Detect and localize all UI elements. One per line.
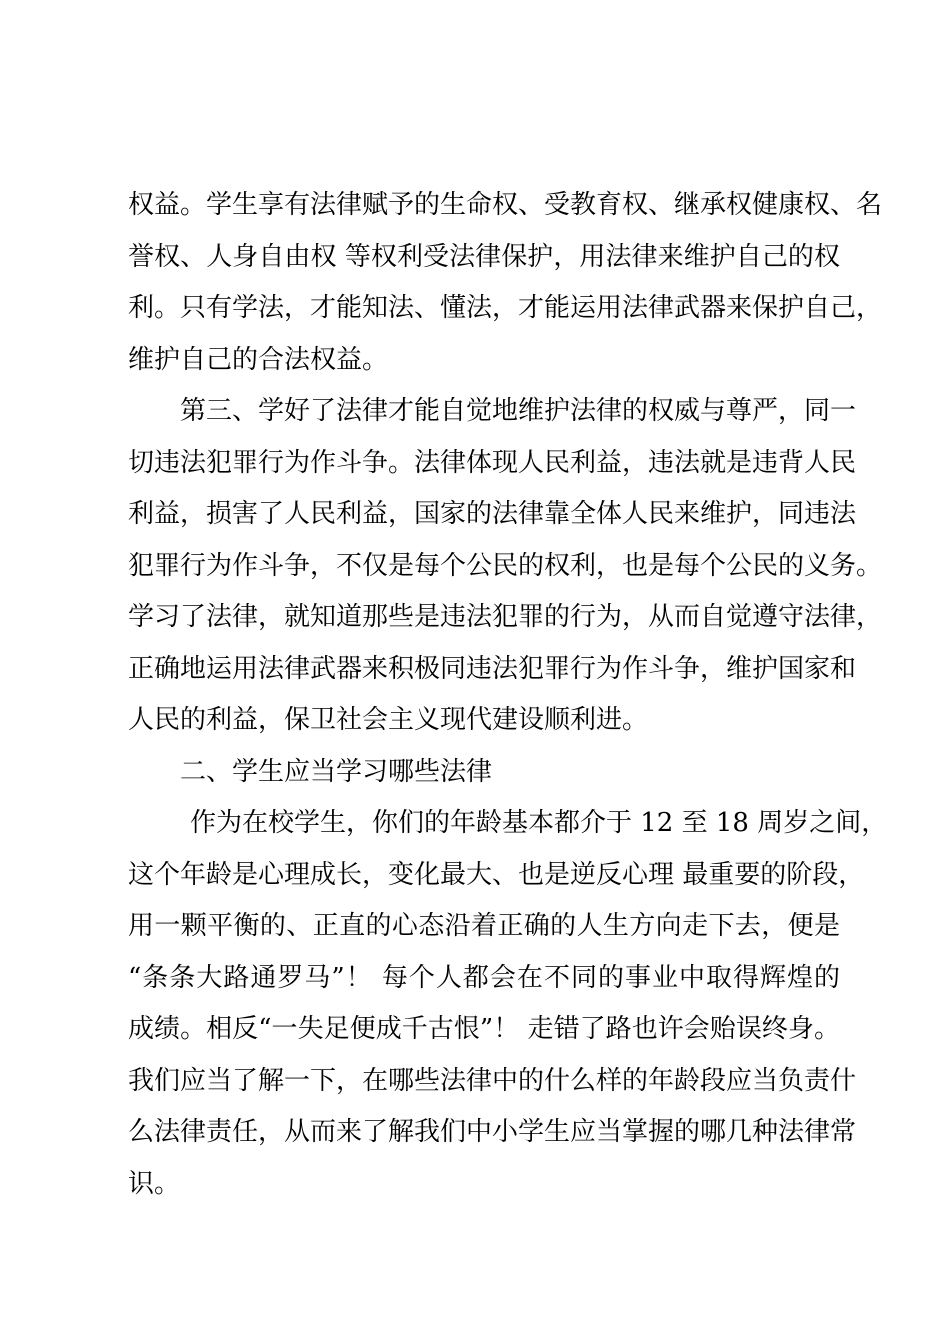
text-line: 犯罪行为作斗争，不仅是每个公民的权利，也是每个公民的义务。 [128, 550, 883, 581]
text-line: 成绩。相反“一失足便成千古恨”！ 走错了路也许会贻误终身。 [128, 1014, 840, 1044]
text-line: 利益，损害了人民利益，国家的法律靠全体人民来维护，同违法 [128, 499, 857, 529]
paragraph-start-line: 作为在校学生，你们的年龄基本都介于 12 至 18 周岁之间， [190, 808, 888, 838]
text-line: 用一颗平衡的、正直的心态沿着正确的人生方向走下去，便是 [128, 911, 840, 941]
text-line: 誉权、人身自由权 等权利受法律保护，用法律来维护自己的权 [128, 241, 840, 272]
body-text [128, 180, 888, 1210]
paragraph-start-line: 第三、学好了法律才能自觉地维护法律的权威与尊严，同一 [180, 396, 857, 426]
text-line: 识。 [128, 1168, 181, 1199]
text-line: “条条大路通罗马”！ 每个人都会在不同的事业中取得辉煌的 [128, 962, 840, 993]
text-line: 学习了法律，就知道那些是违法犯罪的行为，从而自觉遵守法律， [128, 602, 883, 632]
section-heading: 二、学生应当学习哪些法律 [180, 756, 493, 787]
text-line: 正确地运用法律武器来积极同违法犯罪行为作斗争，维护国家和 [128, 653, 857, 684]
text-line: 维护自己的合法权益。 [128, 344, 389, 375]
text-line: 权益。学生享有法律赋予的生命权、受教育权、继承权健康权、名 [128, 190, 883, 220]
text-line: 么法律责任，从而来了解我们中小学生应当掌握的哪几种法律常 [128, 1117, 857, 1147]
text-line: 这个年龄是心理成长，变化最大、也是逆反心理 最重要的阶段， [128, 859, 865, 890]
text-line: 我们应当了解一下，在哪些法律中的什么样的年龄段应当负责什 [128, 1065, 857, 1096]
text-line: 利。只有学法，才能知法、懂法，才能运用法律武器来保护自己， [128, 293, 883, 323]
text-line: 切违法犯罪行为作斗争。法律体现人民利益，违法就是违背人民 [128, 447, 857, 478]
text-line: 人民的利益，保卫社会主义现代建设顺利进。 [128, 705, 649, 735]
